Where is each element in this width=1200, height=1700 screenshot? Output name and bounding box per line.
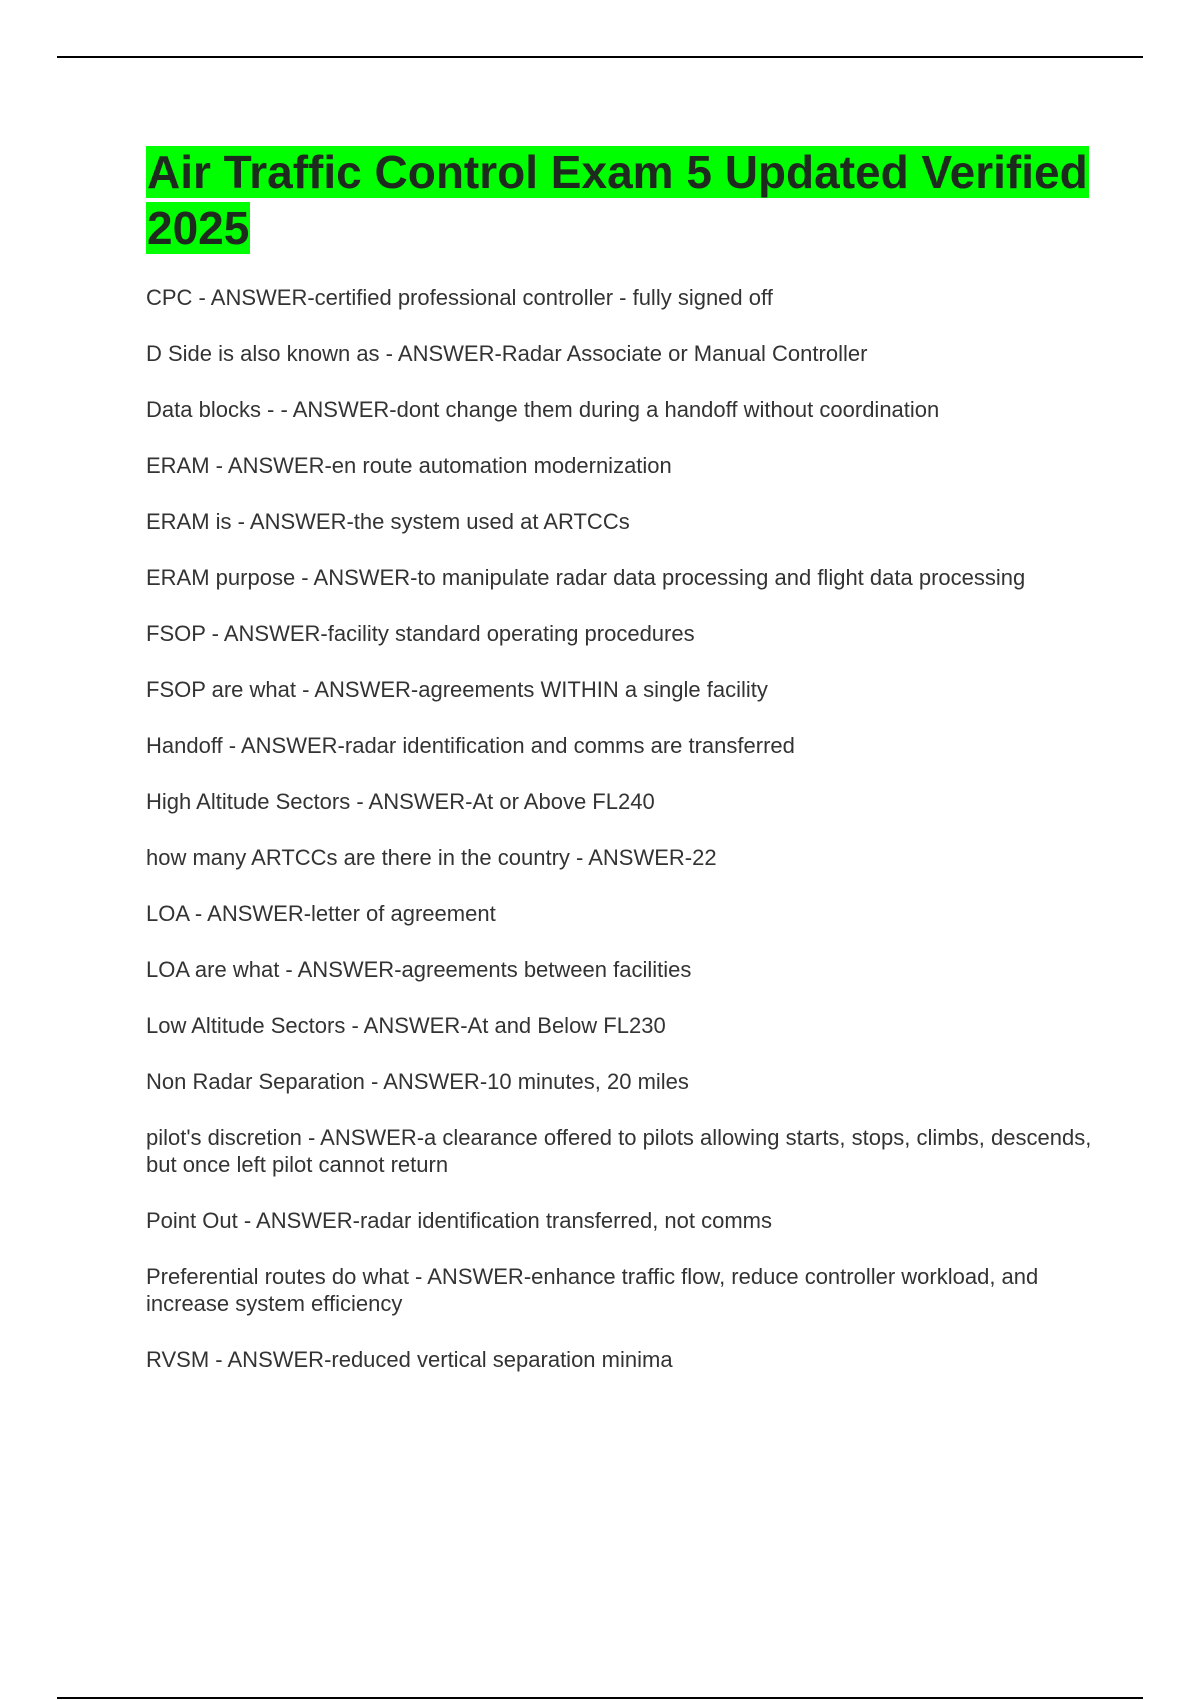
qa-item: LOA are what - ANSWER-agreements between facilities xyxy=(146,957,692,982)
qa-item: Point Out - ANSWER-radar identification transferred, not comms xyxy=(146,1208,773,1233)
qa-item: Handoff - ANSWER-radar identification and comms are transferred xyxy=(146,733,795,758)
qa-item: High Altitude Sectors - ANSWER-At or Above FL240 xyxy=(146,789,655,814)
qa-item: ERAM - ANSWER-en route automation modernization xyxy=(146,453,672,478)
qa-item: D Side is also known as - ANSWER-Radar Associate or Manual Controller xyxy=(146,341,868,366)
title-highlight: Air Traffic Control Exam 5 Updated Verified 2025 xyxy=(147,146,1088,254)
document-title xyxy=(146,144,1096,256)
qa-item: FSOP - ANSWER-facility standard operating procedures xyxy=(146,621,695,646)
qa-item: Low Altitude Sectors - ANSWER-At and Below FL230 xyxy=(146,1013,666,1038)
qa-item: RVSM - ANSWER-reduced vertical separation minima xyxy=(146,1347,673,1372)
top-rule xyxy=(57,56,1143,58)
bottom-rule xyxy=(57,1697,1143,1699)
qa-item: FSOP are what - ANSWER-agreements WITHIN a single facility xyxy=(146,677,768,702)
qa-item: CPC - ANSWER-certified professional controller - fully signed off xyxy=(146,285,773,310)
qa-item: Non Radar Separation - ANSWER-10 minutes, 20 miles xyxy=(146,1069,689,1094)
qa-item: Data blocks - - ANSWER-dont change them during a handoff without coordination xyxy=(146,397,940,422)
qa-item: Preferential routes do what - ANSWER-enhance traffic flow, reduce controller workload, and increase system efficiency xyxy=(146,1264,1039,1316)
qa-item: ERAM purpose - ANSWER-to manipulate radar data processing and flight data processing xyxy=(146,565,1026,590)
qa-item: ERAM is - ANSWER-the system used at ARTCCs xyxy=(146,509,630,534)
qa-list xyxy=(146,284,1096,1373)
qa-item: LOA - ANSWER-letter of agreement xyxy=(146,901,496,926)
qa-item: how many ARTCCs are there in the country - ANSWER-22 xyxy=(146,845,717,870)
document-body xyxy=(146,144,1096,1402)
qa-item: pilot's discretion - ANSWER-a clearance offered to pilots allowing starts, stops, climbs, descends, but once left pilot cannot return xyxy=(146,1125,1092,1177)
